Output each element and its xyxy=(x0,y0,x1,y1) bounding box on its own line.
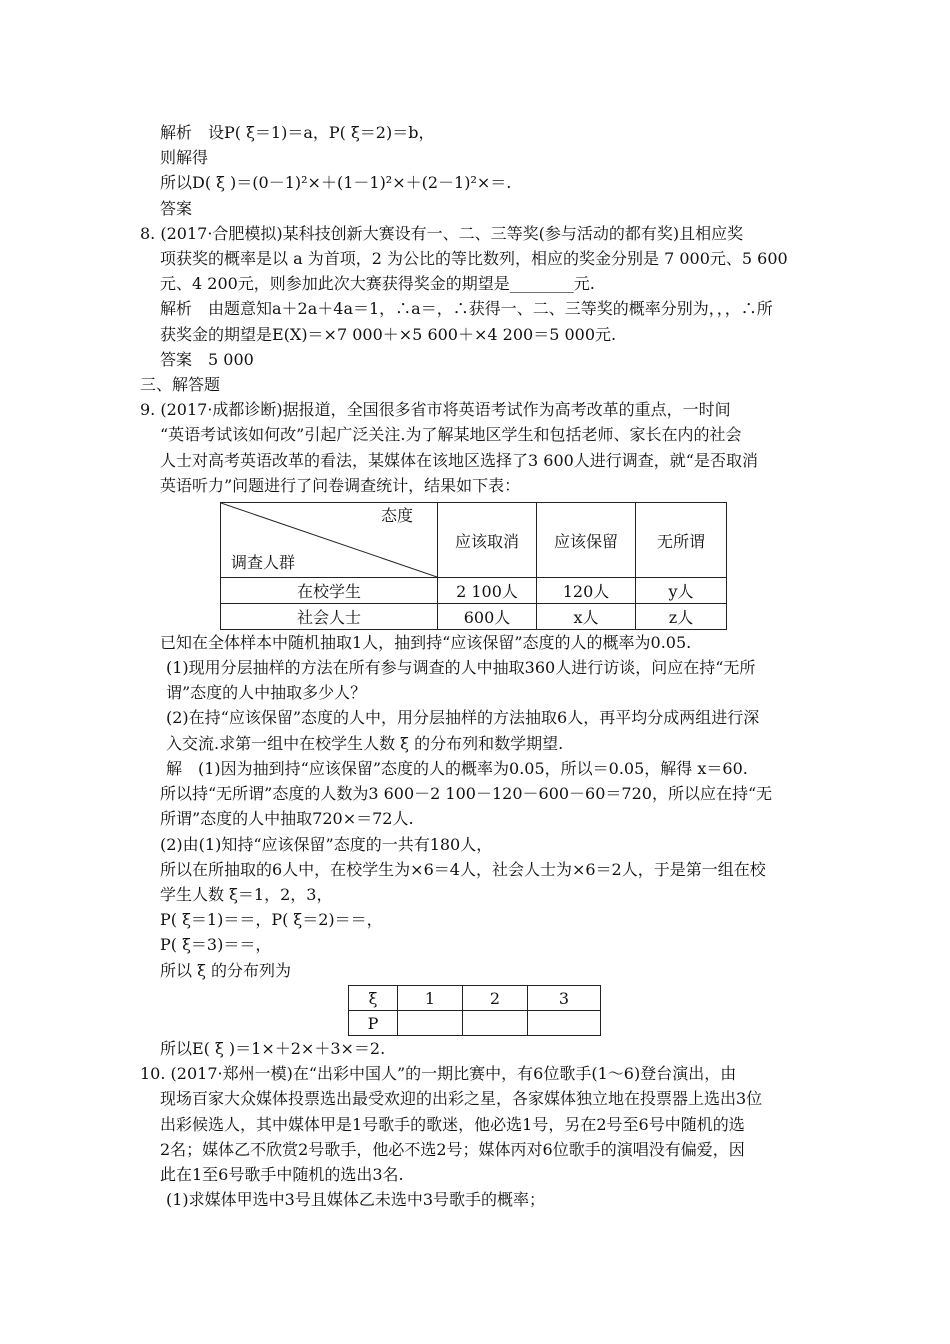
row-label: 社会人士 xyxy=(221,604,438,630)
table-cell: 600人 xyxy=(438,604,537,630)
solution-line: 所以持“无所谓”态度的人数为3 600－2 100－120－600－60＝720，所以应在持“无 xyxy=(160,784,773,803)
question-9-line: (1)现用分层抽样的方法在所有参与调查的人中抽取360人进行访谈，问应在持“无所 xyxy=(166,658,756,677)
solution-line: 学生人数 ξ＝1，2，3， xyxy=(160,885,333,904)
table-cell: 2 100人 xyxy=(438,578,537,604)
text-line: 解析 设P( ξ＝1)＝a，P( ξ＝2)＝b， xyxy=(160,123,435,142)
header-group: 调查人群 xyxy=(231,553,296,572)
table-cell: y人 xyxy=(636,578,727,604)
col-header: 应该保留 xyxy=(537,503,636,578)
question-8-answer: 答案 5 000 xyxy=(160,350,254,369)
text-line: 答案 xyxy=(160,199,193,218)
diagonal-header-cell xyxy=(221,503,438,578)
solution-line: P( ξ＝1)＝＝，P( ξ＝2)＝＝， xyxy=(160,910,383,929)
text-line: 所以D( ξ )＝(0－1)²×＋(1－1)²×＋(2－1)²×＝. xyxy=(160,173,512,192)
dist-cell xyxy=(463,1011,528,1036)
dist-cell: ξ xyxy=(349,986,398,1011)
question-9-line: 入交流.求第一组中在校学生人数 ξ 的分布列和数学期望. xyxy=(166,734,564,753)
question-9-line: 已知在全体样本中随机抽取1人，抽到持“应该保留”态度的人的概率为0.05. xyxy=(160,633,692,652)
col-header: 应该取消 xyxy=(438,503,537,578)
table-cell: x人 xyxy=(537,604,636,630)
question-10-line: 现场百家大众媒体投票选出最受欢迎的出彩之星，各家媒体独立地在投票器上选出3位 xyxy=(160,1089,763,1108)
solution-line: 所谓”态度的人中抽取720×＝72人. xyxy=(160,809,414,828)
question-8-line: 元、4 200元，则参加此次大赛获得奖金的期望是________元. xyxy=(160,274,595,293)
question-9-line: 谓”态度的人中抽取多少人？ xyxy=(166,683,367,702)
dist-cell: 1 xyxy=(398,986,463,1011)
section-heading: 三、解答题 xyxy=(140,375,221,394)
dist-cell: 2 xyxy=(463,986,528,1011)
dist-cell xyxy=(528,1011,601,1036)
question-8-line: 获奖金的期望是E(X)＝×7 000＋×5 600＋×4 200＝5 000元. xyxy=(160,325,617,344)
row-label: 在校学生 xyxy=(221,578,438,604)
solution-line: 所以E( ξ )＝1×＋2×＋3×＝2. xyxy=(160,1039,386,1058)
dist-cell: 3 xyxy=(528,986,601,1011)
question-9-line: 英语听力”问题进行了问卷调查统计，结果如下表： xyxy=(160,476,521,495)
solution-line: (2)由(1)知持“应该保留”态度的一共有180人， xyxy=(160,835,493,854)
question-10-line: 2名；媒体乙不欣赏2号歌手，他必不选2号；媒体丙对6位歌手的演唱没有偏爱，因 xyxy=(160,1140,745,1159)
distribution-table xyxy=(348,985,601,1036)
header-attitude: 态度 xyxy=(380,506,413,525)
question-10-line: (1)求媒体甲选中3号且媒体乙未选中3号歌手的概率； xyxy=(166,1190,546,1209)
question-8-line: 项获奖的概率是以 a 为首项，2 为公比的等比数列，相应的奖金分别是 7 000元、5 600 xyxy=(160,249,788,268)
question-10-line: 出彩候选人，其中媒体甲是1号歌手的歌迷，他必选1号，另在2号至6号中随机的选 xyxy=(160,1115,745,1134)
col-header: 无所谓 xyxy=(636,503,727,578)
question-10-line: 此在1至6号歌手中随机的选出3名. xyxy=(160,1165,404,1184)
solution-line: P( ξ＝3)＝＝， xyxy=(160,935,272,954)
question-10-line: 10. (2017·郑州一模)在“出彩中国人”的一期比赛中，有6位歌手(1～6)登台演出，由 xyxy=(140,1064,737,1083)
dist-cell xyxy=(398,1011,463,1036)
solution-line: 解 (1)因为抽到持“应该保留”态度的人的概率为0.05，所以＝0.05，解得 x＝60. xyxy=(166,759,748,778)
text-line: 则解得 xyxy=(160,148,209,167)
question-9-line: 9. (2017·成都诊断)据报道，全国很多省市将英语考试作为高考改革的重点，一时间 xyxy=(140,400,731,419)
question-8-line: 8. (2017·合肥模拟)某科技创新大赛设有一、二、三等奖(参与活动的都有奖)且相应奖 xyxy=(140,224,744,243)
question-8-line: 解析 由题意知a＋2a＋4a＝1，∴a＝，∴获得一、二、三等奖的概率分别为，，，∴所 xyxy=(160,299,773,318)
question-9-line: 人士对高考英语改革的看法，某媒体在该地区选择了3 600人进行调查，就“是否取消 xyxy=(160,451,758,470)
table-cell: z人 xyxy=(636,604,727,630)
solution-line: 所以 ξ 的分布列为 xyxy=(160,961,291,980)
survey-table xyxy=(220,502,727,630)
question-9-line: (2)在持“应该保留”态度的人中，用分层抽样的方法抽取6人，再平均分成两组进行深 xyxy=(166,708,760,727)
table-cell: 120人 xyxy=(537,578,636,604)
question-9-line: “英语考试该如何改”引起广泛关注.为了解某地区学生和包括老师、家长在内的社会 xyxy=(160,425,742,444)
dist-cell: P xyxy=(349,1011,398,1036)
solution-line: 所以在所抽取的6人中，在校学生为×6＝4人，社会人士为×6＝2人，于是第一组在校 xyxy=(160,860,766,879)
